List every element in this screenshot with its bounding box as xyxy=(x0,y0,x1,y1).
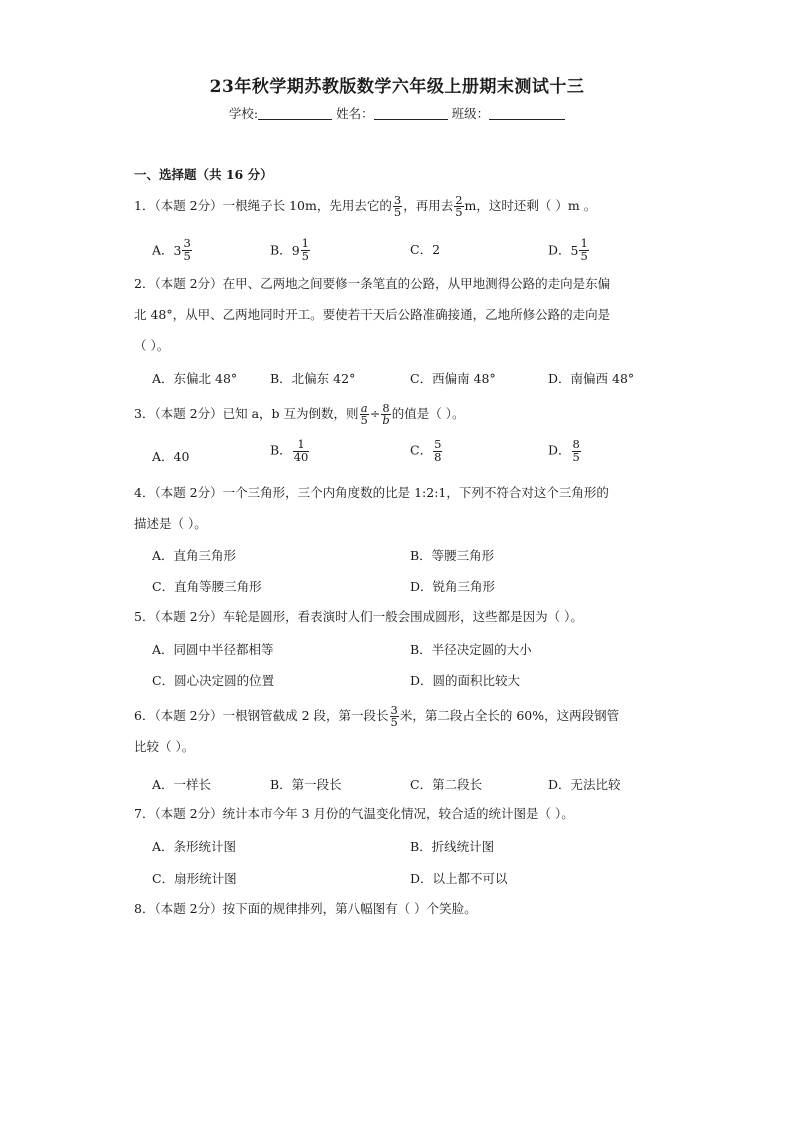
option-a[interactable]: A．一样长 xyxy=(152,777,212,792)
question-text: 比较（ ）。 xyxy=(134,739,195,754)
fraction: $\frac{a}{5}$ xyxy=(360,400,368,427)
option-d[interactable]: D． $\frac{8}{5}$ xyxy=(548,437,580,464)
school-blank[interactable] xyxy=(258,107,332,120)
question-text: 1．（本题 2分）一根绳子长 10m，先用去它的 xyxy=(134,198,392,213)
option-b[interactable]: B．半径决定圆的大小 xyxy=(410,642,532,657)
option-a[interactable]: A．东偏北 48° xyxy=(152,371,238,386)
option-c[interactable]: C．直角等腰三角形 xyxy=(152,579,262,594)
fraction: $\frac{8}{b}$ xyxy=(382,400,390,427)
question-text: 3．（本题 2分）已知 a，b 互为倒数，则 xyxy=(134,406,359,421)
fraction: $\frac{3}{5}$ xyxy=(393,192,402,219)
option-b[interactable]: B．北偏东 42° xyxy=(270,371,356,386)
option-b[interactable]: B．第一段长 xyxy=(270,777,342,792)
option-d[interactable]: D．圆的面积比较大 xyxy=(410,673,521,688)
question-text: 5．（本题 2分）车轮是圆形，看表演时人们一般会围成圆形，这些都是因为（ ）。 xyxy=(134,609,583,624)
option-d[interactable]: D．以上都不可以 xyxy=(410,871,508,886)
question-text: 2．（本题 2分）在甲、乙两地之间要修一条笔直的公路，从甲地测得公路的走向是东偏 xyxy=(134,276,611,291)
question-text: 描述是（ ）。 xyxy=(134,516,207,531)
question-4 xyxy=(134,477,664,539)
question-6 xyxy=(134,700,664,762)
option-d[interactable]: D．锐角三角形 xyxy=(410,579,496,594)
question-1 xyxy=(134,190,664,221)
question-text: 7．（本题 2分）统计本市今年 3 月份的气温变化情况，较合适的统计图是（ ）。 xyxy=(134,806,574,821)
class-label: 班级： xyxy=(451,106,490,121)
option-a[interactable]: A．条形统计图 xyxy=(152,839,237,854)
school-label: 学校: xyxy=(228,106,259,121)
option-a[interactable]: A．40 xyxy=(152,449,190,464)
question-3: 3．（本题 2分）已知 a，b 互为倒数，则 $\frac{a}{5}$ ÷ $\frac{8}{b}$ 的值是（ ）。 xyxy=(134,400,465,427)
question-text: 8．（本题 2分）按下面的规律排列，第八幅图有（ ）个笑脸。 xyxy=(134,901,477,916)
class-blank[interactable] xyxy=(489,107,565,120)
fraction: $\frac{2}{5}$ xyxy=(455,192,463,219)
option-c[interactable]: C． $\frac{5}{8}$ xyxy=(410,437,442,464)
page-title: 23年秋学期苏教版数学六年级上册期末测试十三 xyxy=(209,77,585,97)
question-8 xyxy=(134,893,664,924)
option-a[interactable]: A．直角三角形 xyxy=(152,548,237,563)
option-b[interactable]: B．折线统计图 xyxy=(410,839,495,854)
question-text: 6．（本题 2分）一根钢管截成 2 段，第一段长 xyxy=(134,708,389,723)
student-info-line xyxy=(0,104,794,122)
question-text: 米，第二段占全长的 60%，这两段钢管 xyxy=(399,708,620,723)
name-blank[interactable] xyxy=(374,107,448,120)
option-c[interactable]: C．2 xyxy=(410,242,441,257)
option-b[interactable]: B． 9 $\frac{1}{5}$ xyxy=(270,236,309,263)
section-heading: 一、选择题（共 16 分） xyxy=(134,167,273,182)
option-d[interactable]: D． 5 $\frac{1}{5}$ xyxy=(548,236,588,263)
option-b[interactable]: B．等腰三角形 xyxy=(410,548,495,563)
option-d[interactable]: D．南偏西 48° xyxy=(548,371,635,386)
option-a[interactable]: A． 3 $\frac{3}{5}$ xyxy=(152,236,191,263)
fraction: $\frac{3}{5}$ xyxy=(390,702,398,729)
question-text: 4．（本题 2分）一个三角形，三个内角度数的比是 1:2:1，下列不符合对这个三角形的 xyxy=(134,485,609,500)
option-b[interactable]: B． $\frac{1}{40}$ xyxy=(270,437,309,464)
option-c[interactable]: C．圆心决定圆的位置 xyxy=(152,673,275,688)
option-c[interactable]: C．扇形统计图 xyxy=(152,871,237,886)
question-7 xyxy=(134,798,664,829)
question-text: （ ）。 xyxy=(134,338,170,353)
question-text: ，再用去 xyxy=(403,198,454,213)
option-c[interactable]: C．第二段长 xyxy=(410,777,483,792)
question-text: 的值是（ ）。 xyxy=(391,406,465,421)
question-text: 北 48°，从甲、乙两地同时开工。要使若干天后公路准确接通，乙地所修公路的走向是 xyxy=(134,307,611,322)
option-c[interactable]: C．西偏南 48° xyxy=(410,371,496,386)
question-text: m，这时还剩（ ）m 。 xyxy=(464,198,597,213)
option-a[interactable]: A．同圆中半径都相等 xyxy=(152,642,274,657)
name-label: 姓名： xyxy=(336,106,374,121)
question-2 xyxy=(134,268,664,361)
option-d[interactable]: D．无法比较 xyxy=(548,777,621,792)
question-5 xyxy=(134,601,664,632)
